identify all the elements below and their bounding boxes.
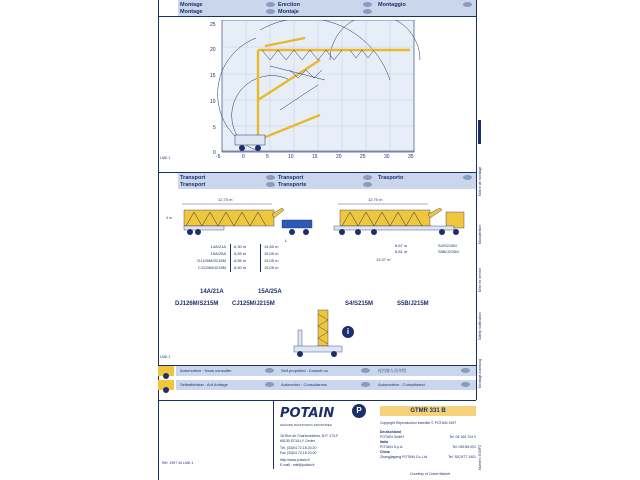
eye-icon — [463, 2, 472, 7]
contact-country: Italia — [380, 440, 388, 444]
table-model: 15A/25A — [210, 251, 226, 256]
address-block — [280, 434, 372, 468]
erection-diagram — [210, 20, 425, 165]
footer-left-box — [158, 401, 274, 469]
dim-length: 12,70 m — [368, 197, 383, 202]
model-label: S4/S215M — [345, 301, 374, 307]
address-line: E-mail : mkt@potain.fr — [280, 463, 315, 467]
copyright: Copyright Reproduction interdite © POTAIN 1997 — [380, 421, 457, 425]
note-text: Automotriz : Consultarnos — [281, 382, 328, 387]
x-tick: 0 — [242, 154, 245, 160]
brand-tagline: GROUPE MANITOWOC INDUSTRIES — [280, 423, 332, 427]
transport-truck-diagram — [328, 200, 473, 242]
dim-s4: 8,67 m — [395, 243, 408, 248]
contact-phone: Tel. 08 165 704 0 — [449, 435, 476, 439]
x-axis-ticks — [216, 154, 426, 162]
brand-name: POTAIN — [280, 406, 335, 421]
label-montage-fr: Montage — [180, 1, 203, 8]
table-total: 15,05 m — [264, 265, 279, 270]
side-code: Numéro: E3VF2 — [478, 444, 482, 470]
eye-icon — [266, 175, 275, 180]
x-tick: 10 — [288, 154, 294, 160]
model-label: DJ126M/S215M — [175, 301, 219, 307]
address-line: http://www.potain.fr — [280, 458, 310, 462]
contact-phone: Tel. 520 877 1401 — [448, 455, 476, 459]
eye-icon — [265, 382, 274, 387]
model-label: S5B/J215M — [397, 301, 429, 307]
note-text: Automotrice : Consultateci — [378, 382, 425, 387]
note-text: Selbstfahrbar : Auf Anfrage — [180, 382, 228, 387]
contact-company: Zhangjiagang POTAIN Co. Ltd — [380, 455, 428, 459]
side-tab: Notice de montage — [478, 166, 482, 196]
note-text: 近内容人员介绍 — [378, 368, 406, 373]
model-label: CJ125M/J215M — [232, 301, 275, 307]
dim-length: 12,70 m — [218, 197, 233, 202]
side-tab: Safety notification — [478, 312, 482, 340]
y-axis-ticks — [210, 22, 220, 157]
label-montaje-es: Montaje — [278, 8, 299, 15]
table-l: 6,55 m — [234, 258, 247, 263]
info-icon — [158, 380, 174, 390]
table-total: 15,05 m — [264, 251, 279, 256]
note-text: Automotrice : Nous consulter — [180, 368, 232, 373]
label-transport-en: Transport — [278, 174, 304, 181]
eye-icon — [363, 2, 372, 7]
address-line: Fax (33)04.72.18.20.00 — [280, 451, 317, 455]
erection-header — [178, 0, 476, 16]
side-tab: Manutention — [478, 224, 482, 244]
x-tick: 35 — [408, 154, 414, 160]
table-total: 14,60 m — [264, 244, 279, 249]
side-tabs — [478, 148, 486, 388]
notes-row — [158, 380, 476, 390]
s-model: S5B/J215M — [438, 249, 459, 254]
note-text: Self propelled : Consult us — [281, 368, 328, 373]
side-tab: Mise en service — [478, 267, 482, 292]
transport-table — [178, 238, 308, 276]
contact-company: POTAIN GmbH — [380, 435, 404, 439]
table-model: CJ125M/J215M — [197, 265, 226, 270]
table-l: 6,50 m — [234, 265, 247, 270]
address-line: Tél. (33)04.72.18.20.20 — [280, 446, 317, 450]
y-tick: 5 — [213, 125, 216, 131]
eye-icon — [266, 182, 275, 187]
model-label: 14A/21A — [200, 289, 224, 295]
eye-icon — [463, 175, 472, 180]
address-line: 18 Rue de Charbonnières, B.P. 173-F — [280, 434, 339, 438]
eye-icon — [461, 382, 470, 387]
label-erection-en: Erection — [278, 1, 301, 8]
contact-company: POTAIN S.p.A. — [380, 445, 404, 449]
side-tab: Montage Anleitung — [478, 359, 482, 388]
ref-label: LMD 1 — [160, 355, 171, 359]
y-tick: 10 — [210, 99, 216, 105]
dim-height: 4 m — [166, 216, 172, 220]
eye-icon — [363, 182, 372, 187]
transport-header — [178, 173, 476, 189]
contact-phone: Tel. 039.85.001 — [452, 445, 476, 449]
model-label: 15A/25A — [258, 289, 282, 295]
label-trasporto-it: Trasporto — [378, 174, 404, 181]
x-tick: -5 — [216, 154, 221, 160]
dim-total: 13,37 m — [376, 257, 391, 262]
contact-country: China — [380, 450, 390, 454]
eye-icon — [361, 368, 370, 373]
table-l: 6,55 m — [234, 251, 247, 256]
label-montaggio-it: Montaggio — [378, 1, 406, 8]
notes-row — [158, 366, 476, 376]
label-montage-de: Montage — [180, 8, 203, 15]
dim-s5: 8,81 m — [395, 249, 408, 254]
y-tick: 0 — [213, 150, 216, 156]
l-letter: L — [285, 238, 288, 243]
eye-icon — [363, 9, 372, 14]
label-transporte-es: Transporte — [278, 181, 307, 188]
courtesy: Courtesy of Crane Market — [410, 472, 451, 476]
footer-ref: Réf. 1997 44 LMD 1 — [162, 461, 194, 465]
eye-icon — [265, 368, 274, 373]
side-tab-marker — [478, 120, 481, 144]
y-tick: 25 — [210, 22, 216, 28]
y-tick: 20 — [210, 47, 216, 53]
y-tick: 15 — [210, 73, 216, 79]
ref-label: LMD 1 — [160, 156, 171, 160]
x-tick: 5 — [266, 154, 269, 160]
divider — [158, 16, 476, 17]
x-tick: 20 — [336, 154, 342, 160]
x-tick: 15 — [312, 154, 318, 160]
table-l: 6,30 m — [234, 244, 247, 249]
table-total: 15,05 m — [264, 258, 279, 263]
s-model: S4/S215M — [438, 243, 457, 248]
right-border — [476, 0, 477, 400]
x-tick: 30 — [384, 154, 390, 160]
info-icon: i — [342, 326, 354, 338]
eye-icon — [266, 2, 275, 7]
label-transport-de: Transport — [180, 181, 206, 188]
brand-logo — [280, 404, 376, 426]
address-line: 69130 ECULLY Cedex — [280, 439, 316, 443]
label-transport-fr: Transport — [180, 174, 206, 181]
transport-trailer-diagram — [172, 200, 322, 242]
contacts-block — [380, 430, 476, 460]
eye-icon — [361, 382, 370, 387]
eye-icon — [266, 9, 275, 14]
model-badge: GTMR 331 B — [380, 406, 476, 416]
x-tick: 25 — [360, 154, 366, 160]
eye-icon — [363, 175, 372, 180]
table-model: DJ126M/S215M — [197, 258, 226, 263]
info-icon — [158, 366, 174, 376]
logo-icon: P — [352, 404, 366, 418]
eye-icon — [461, 368, 470, 373]
table-model: 14A/21A — [210, 244, 226, 249]
contact-country: Deutschland — [380, 430, 402, 434]
